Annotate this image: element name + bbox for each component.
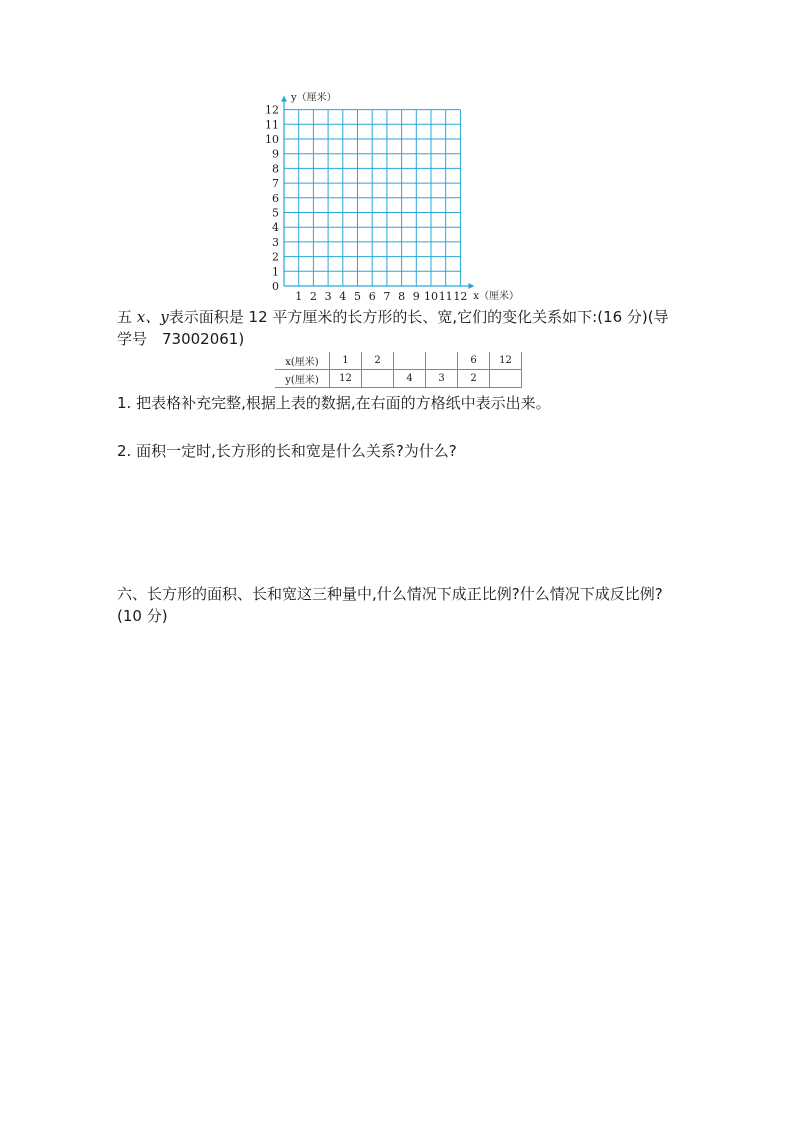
question-1: 1. 把表格补充完整,根据上表的数据,在右面的方格纸中表示出来。 [117, 394, 551, 412]
y-axis-label: y（厘米） [291, 92, 337, 104]
y-tick-label: 8 [272, 162, 279, 176]
section-5-prefix: 五 [117, 308, 133, 326]
y-tick-label: 1 [272, 265, 279, 279]
section-6-question: 六、长方形的面积、长和宽这三种量中,什么情况下成正比例?什么情况下成反比例?(10 分) [117, 585, 663, 625]
y-tick-label: 4 [272, 221, 279, 235]
table-cell: 6 [458, 352, 490, 370]
y-tick-label: 12 [265, 103, 279, 117]
x-axis-arrow-icon [468, 283, 474, 289]
table-cell [362, 370, 394, 388]
x-tick-label: 9 [412, 290, 420, 303]
x-tick-label: 4 [339, 290, 347, 303]
y-tick-label: 0 [272, 280, 279, 293]
table-cell [490, 370, 522, 388]
y-tick-label: 9 [272, 147, 279, 161]
table-cell: 2 [458, 370, 490, 388]
y-tick-label: 2 [272, 250, 279, 264]
x-tick-label: 8 [398, 290, 406, 303]
section-5-text-c: 学号 73002061) [117, 330, 245, 348]
x-tick-label: 12 [453, 290, 468, 303]
table-cell [426, 352, 458, 370]
y-tick-label: 10 [265, 133, 279, 146]
y-tick-label: 5 [272, 206, 279, 220]
table-row-y [275, 370, 522, 388]
table-cell: 1 [330, 352, 362, 370]
y-tick-label: 7 [272, 177, 279, 191]
x-tick-label: 1 [295, 290, 303, 303]
x-tick-label: 3 [324, 290, 332, 303]
table-cell: 2 [362, 352, 394, 370]
table-cell [394, 352, 426, 370]
section-5-number: 12 [248, 308, 268, 326]
table-cell: 4 [394, 370, 426, 388]
question-2: 2. 面积一定时,长方形的长和宽是什么关系?为什么? [117, 442, 457, 460]
y-tick-label: 11 [265, 118, 279, 132]
section-5-text-b: 平方厘米的长方形的长、宽,它们的变化关系如下:(16 分)(导 [272, 308, 669, 326]
x-tick-label: 7 [383, 290, 391, 303]
x-tick-label: 2 [309, 290, 317, 303]
table-cell: 12 [490, 352, 522, 370]
x-tick-label: 10 [424, 290, 438, 303]
table-row-x [275, 352, 522, 370]
table-header-x: x(厘米) [275, 352, 330, 370]
table-header-y: y(厘米) [275, 370, 330, 388]
x-tick-label: 6 [368, 290, 376, 303]
table-cell: 12 [330, 370, 362, 388]
x-axis-label: x（厘米） [473, 291, 520, 302]
x-tick-label: 5 [354, 290, 361, 303]
y-axis-arrow-icon [281, 96, 287, 102]
section-5-question [117, 306, 697, 350]
section-5-text-a: 表示面积是 [168, 308, 244, 326]
xy-table [275, 352, 522, 388]
coordinate-grid [262, 92, 542, 307]
x-tick-label: 11 [438, 290, 453, 303]
y-tick-label: 3 [272, 235, 279, 249]
section-5-vars: x、y [136, 308, 169, 326]
y-tick-label: 6 [272, 191, 279, 205]
table-cell: 3 [426, 370, 458, 388]
